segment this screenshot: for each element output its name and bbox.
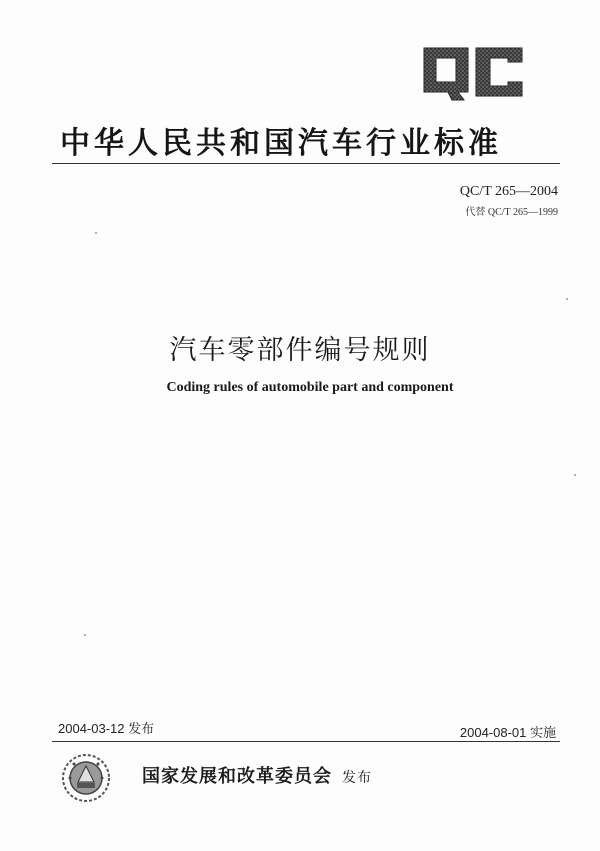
standard-number: QC/T 265—2004 [459,184,558,199]
scan-speck [84,634,86,636]
issue-date: 2004-03-12 发布 [58,721,155,736]
title-english: Coding rules of automobile part and component [166,380,454,395]
header-divider [52,163,560,164]
emblem-seal-icon [60,752,112,804]
issuer-suffix: 发布 [342,770,372,786]
scan-speck [566,298,568,300]
title-chinese: 汽车零部件编号规则 [169,335,431,366]
footer-divider [52,741,560,742]
org-title: 中华人民共和国汽车行业标准 [60,126,502,161]
implementation-date: 2004-08-01 实施 [459,725,556,740]
qc-logo-icon [418,42,528,104]
scan-speck [574,474,576,476]
standard-replaces: 代替 QC/T 265—1999 [465,207,558,218]
scan-speck [95,232,97,234]
issuer [142,762,372,788]
issuer-name: 国家发展和改革委员会 [142,766,332,787]
